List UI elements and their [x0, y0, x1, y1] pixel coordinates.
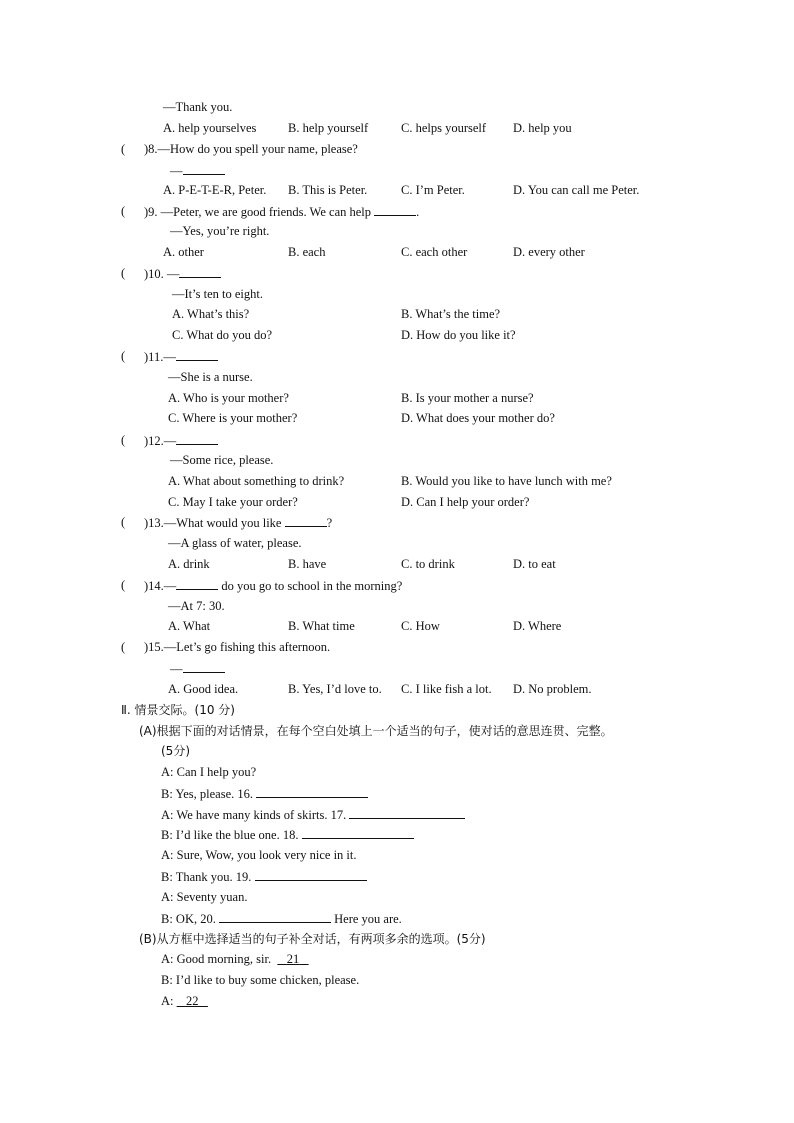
q15-option-d: D. No problem.	[513, 682, 592, 696]
q12-option-b: B. Would you like to have lunch with me?	[401, 474, 612, 488]
blank-19	[255, 868, 367, 881]
dialog-b-line-3	[161, 993, 208, 1009]
q8-option-a: A. P-E-T-E-R, Peter.	[163, 183, 267, 197]
dialog-b-line-2: B: I’d like to buy some chicken, please.	[161, 973, 360, 987]
q12-paren: (	[121, 433, 126, 447]
q12-option-c: C. May I take your order?	[168, 495, 298, 509]
q14-option-d: D. Where	[513, 619, 562, 633]
q14-stem	[144, 577, 402, 594]
q10-dash: —	[166, 267, 180, 281]
q14-option-b: B. What time	[288, 619, 355, 633]
q8-question: —How do you spell your name, please?	[157, 142, 358, 156]
q11-option-c: C. Where is your mother?	[168, 411, 298, 425]
q8-option-c: C. I’m Peter.	[401, 183, 465, 197]
q8-option-d: D. You can call me Peter.	[513, 183, 640, 197]
q13-option-c: C. to drink	[401, 557, 455, 571]
dialog-a-line-8	[161, 910, 402, 927]
q11-stem	[144, 348, 218, 365]
q9-option-c: C. each other	[401, 245, 468, 259]
q8-stem	[144, 141, 358, 157]
q15-reply	[170, 660, 225, 677]
q12-stem	[144, 432, 218, 449]
q13-option-a: A. drink	[168, 557, 210, 571]
q7-answer: —Thank you.	[163, 100, 233, 114]
q10-option-a: A. What’s this?	[172, 307, 250, 321]
q7-option-a: A. help yourselves	[163, 121, 257, 135]
dialog-a-line-3-text: A: We have many kinds of skirts. 17.	[161, 808, 347, 822]
q13-paren: (	[121, 515, 126, 529]
q11-dash: —	[163, 350, 176, 364]
q10-number: )10.	[144, 267, 164, 281]
dialog-a-line-2	[161, 785, 368, 802]
q13-number: )13.	[144, 516, 164, 530]
blank-21	[277, 952, 308, 966]
q10-option-c: C. What do you do?	[172, 328, 273, 342]
blank-17	[349, 806, 465, 819]
q14-option-c: C. How	[401, 619, 440, 633]
dialog-a-line-6	[161, 868, 367, 885]
q10-option-d: D. How do you like it?	[401, 328, 516, 342]
q11-blank	[176, 348, 218, 361]
q11-option-a: A. Who is your mother?	[168, 391, 289, 405]
q8-dash: —	[170, 164, 183, 178]
q7-option-c: C. helps yourself	[401, 121, 487, 135]
q9-reply: —Yes, you’re right.	[170, 224, 270, 238]
dialog-b-line-1	[161, 951, 309, 967]
blank-21-number: 21	[286, 952, 300, 966]
q14-number: )14.	[144, 579, 164, 593]
blank-20	[219, 910, 331, 923]
q15-paren: (	[121, 640, 126, 654]
q15-option-b: B. Yes, I’d love to.	[288, 682, 382, 696]
q9-option-d: D. every other	[513, 245, 585, 259]
q12-dash: —	[163, 434, 177, 448]
dialog-a-line-4-text: B: I’d like the blue one. 18.	[161, 828, 299, 842]
q7-option-b: B. help yourself	[288, 121, 369, 135]
q12-number: )12.	[144, 434, 164, 448]
q12-reply: —Some rice, please.	[170, 453, 274, 467]
q14-option-a: A. What	[168, 619, 211, 633]
part-a-instruction: (A)根据下面的对话情景，在每个空白处填上一个适当的句子，使对话的意思连贯、完整。	[139, 724, 613, 738]
q15-question: —Let’s go fishing this afternoon.	[163, 640, 331, 654]
q13-option-b: B. have	[288, 557, 327, 571]
dialog-a-line-6-text: B: Thank you. 19.	[161, 870, 252, 884]
q10-stem	[144, 265, 221, 282]
q11-option-d: D. What does your mother do?	[401, 411, 555, 425]
dialog-a-line-3	[161, 806, 465, 823]
q13-blank	[285, 514, 327, 527]
dialog-a-line-4	[161, 826, 414, 843]
dialog-a-line-8-tail: Here you are.	[334, 912, 402, 926]
q10-blank	[179, 265, 221, 278]
q13-stem	[144, 514, 332, 531]
q15-blank	[183, 660, 225, 673]
q9-stem	[144, 203, 419, 220]
q9-option-a: A. other	[163, 245, 204, 259]
q12-blank	[176, 432, 218, 445]
q9-paren: (	[121, 204, 126, 218]
q15-stem	[144, 639, 330, 655]
q14-dash: —	[163, 579, 177, 593]
q14-reply: —At 7: 30.	[168, 599, 225, 613]
q11-number: )11.	[144, 350, 164, 364]
dialog-a-line-7: A: Seventy yuan.	[161, 890, 248, 904]
q13-reply: —A glass of water, please.	[168, 536, 302, 550]
q15-number: )15.	[144, 640, 164, 654]
q10-reply: —It’s ten to eight.	[172, 287, 263, 301]
dialog-a-line-5: A: Sure, Wow, you look very nice in it.	[161, 848, 357, 862]
q8-option-b: B. This is Peter.	[288, 183, 368, 197]
q8-reply	[170, 162, 225, 179]
q11-reply: —She is a nurse.	[168, 370, 253, 384]
part-b-instruction: (B)从方框中选择适当的句子补全对话，有两项多余的选项。(5分)	[139, 932, 486, 946]
dialog-b-line-3-text: A:	[161, 994, 174, 1008]
q10-paren: (	[121, 266, 126, 280]
q8-number: )8.	[144, 142, 158, 156]
dialog-b-line-1-text: A: Good morning, sir.	[161, 952, 272, 966]
q9-period: .	[416, 205, 420, 219]
q13-option-d: D. to eat	[513, 557, 556, 571]
q13-question: —What would you like	[163, 516, 282, 530]
q12-option-d: D. Can I help your order?	[401, 495, 530, 509]
q14-blank	[176, 577, 218, 590]
q7-option-d: D. help you	[513, 121, 572, 135]
q11-paren: (	[121, 349, 126, 363]
q9-question: —Peter, we are good friends. We can help	[160, 205, 372, 219]
dialog-a-line-1: A: Can I help you?	[161, 765, 257, 779]
q15-dash: —	[170, 662, 183, 676]
blank-18	[302, 826, 414, 839]
q8-paren: (	[121, 142, 126, 156]
q14-paren: (	[121, 578, 126, 592]
q9-number: )9.	[144, 205, 158, 219]
blank-22	[177, 994, 208, 1008]
part-a-points: (5分)	[161, 744, 190, 758]
blank-16	[256, 785, 368, 798]
q15-option-a: A. Good idea.	[168, 682, 239, 696]
q14-question: do you go to school in the morning?	[221, 579, 403, 593]
q11-option-b: B. Is your mother a nurse?	[401, 391, 534, 405]
dialog-a-line-2-text: B: Yes, please. 16.	[161, 787, 254, 801]
q8-blank	[183, 162, 225, 175]
q9-blank	[374, 203, 416, 216]
q10-option-b: B. What’s the time?	[401, 307, 501, 321]
q13-qmark: ?	[326, 516, 333, 530]
blank-22-number: 22	[186, 994, 199, 1008]
section2-title: Ⅱ. 情景交际。(10 分)	[121, 703, 235, 717]
dialog-a-line-8-text: B: OK, 20.	[161, 912, 216, 926]
q12-option-a: A. What about something to drink?	[168, 474, 345, 488]
q9-option-b: B. each	[288, 245, 326, 259]
q15-option-c: C. I like fish a lot.	[401, 682, 492, 696]
